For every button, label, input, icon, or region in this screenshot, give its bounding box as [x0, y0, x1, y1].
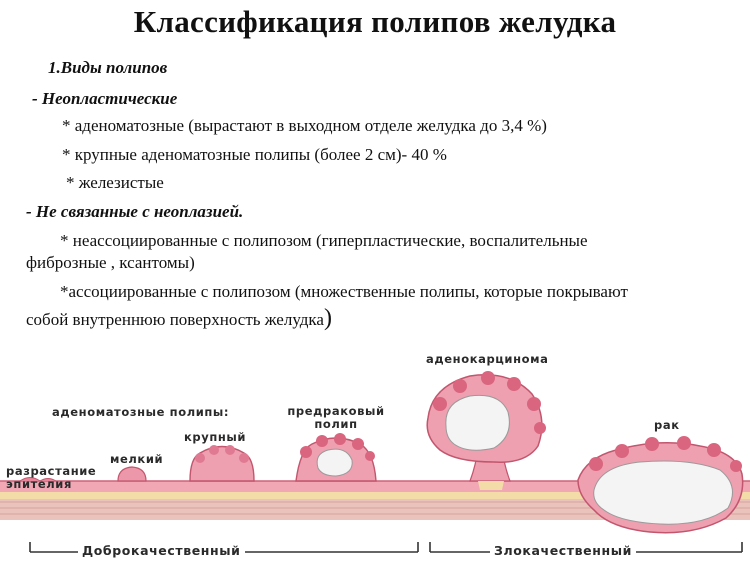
neoplastic-heading: - Неопластические: [32, 89, 178, 108]
label-small-polyp: мелкий: [110, 452, 164, 466]
label-precancerous-polyp: [286, 405, 386, 431]
non-neoplastic-item: *ассоциированные с полипозом (множественные полипы, которые покрывают: [60, 282, 628, 301]
non-neoplastic-item: * неассоциированные с полипозом (гиперпластические, воспалительные: [60, 231, 588, 250]
precancerous-tumor: [317, 449, 352, 476]
neoplastic-item: * аденоматозные (вырастают в выходном отделе желудка до 3,4 %): [62, 116, 547, 135]
label-adenocarcinoma: аденокарцинома: [426, 352, 549, 366]
closing-paren: ): [323, 305, 332, 331]
non-neoplastic-item-text: собой внутреннюю поверхность желудка: [26, 310, 324, 329]
label-large-polyp: крупный: [184, 430, 247, 444]
label-epithelium: [6, 465, 96, 491]
label-precancerous-line2: полип: [314, 417, 358, 431]
small-polyp: [118, 467, 146, 481]
cancer-tumor: [594, 461, 733, 524]
section-heading: 1.Виды полипов: [48, 58, 168, 77]
label-precancerous-line1: предраковый: [287, 404, 385, 418]
non-neoplastic-item-continuation: фиброзные , ксантомы): [26, 253, 195, 272]
neoplastic-item: * крупные аденоматозные полипы (более 2 см)- 40 %: [62, 145, 447, 164]
non-neoplastic-heading: - Не связанные с неоплазией.: [26, 202, 244, 221]
polyp-progression-diagram: [0, 340, 750, 570]
malignant-label: Злокачественный: [490, 543, 636, 558]
adenocarcinoma-tumor: [446, 395, 510, 450]
non-neoplastic-item-continuation: [26, 305, 332, 331]
large-polyp: [190, 447, 254, 482]
neoplastic-item: * железистые: [66, 173, 164, 192]
label-epithelium-line1: разрастание: [6, 464, 97, 478]
label-adenomatous-polyps: аденоматозные полипы:: [52, 405, 230, 419]
label-epithelium-line2: эпителия: [6, 477, 72, 491]
submucosa-invasion: [478, 481, 504, 490]
benign-label: Доброкачественный: [78, 543, 245, 558]
page-title: Классификация полипов желудка: [133, 4, 617, 39]
label-cancer: рак: [654, 418, 680, 432]
